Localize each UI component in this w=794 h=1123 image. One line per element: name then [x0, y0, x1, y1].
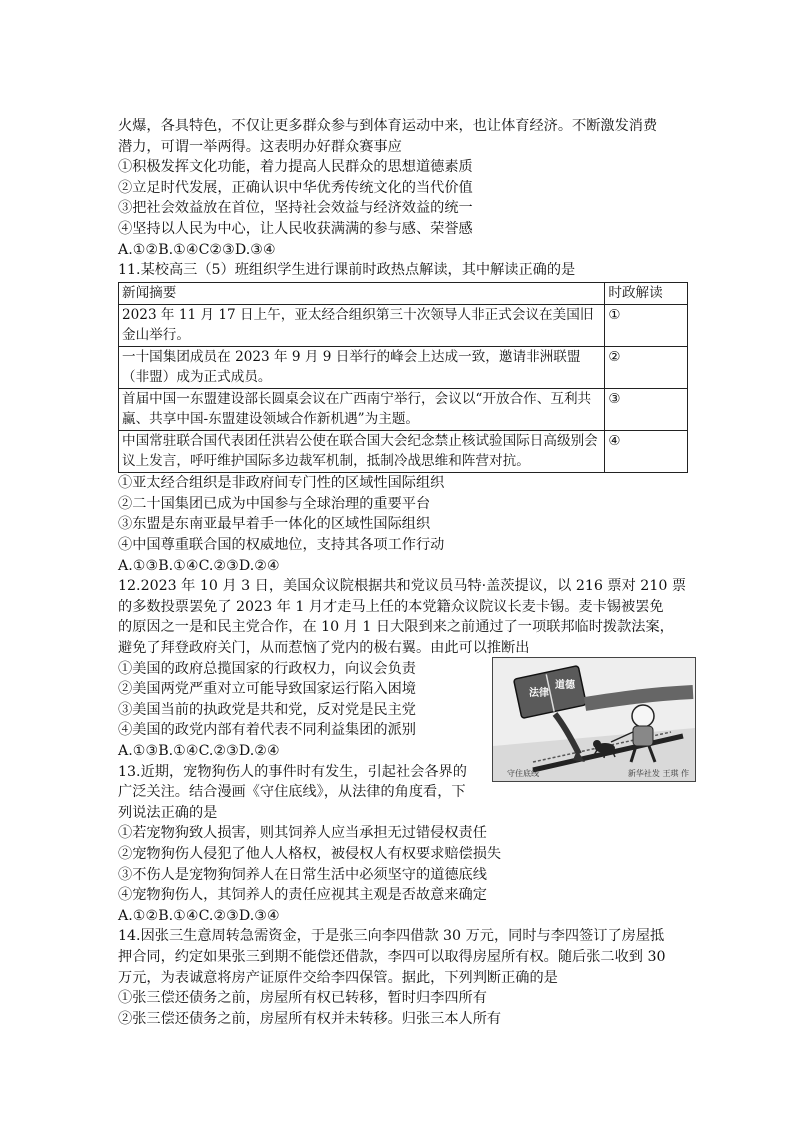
news-cell: 中国常驻联合国代表团任洪岩公使在联合国大会纪念禁止核试验国际日高级别会议上发言，呼吁维护国际多边裁军机制，抵制冷战思维和阵营对抗。	[119, 431, 605, 473]
question-stem: 13.近期，宠物狗伤人的事件时有发生，引起社会各界的	[118, 763, 467, 780]
news-table	[118, 282, 688, 474]
question-stem: 万元，为表诚意将房产证原件交给李四保管。据此，下列判断正确的是	[118, 969, 558, 986]
option-line: ②美国两党严重对立可能导致国家运行陷入困境	[118, 681, 416, 698]
table-header-row	[119, 282, 688, 305]
option-line: ③把社会效益放在首位，坚持社会效益与经济效益的统一	[118, 200, 473, 217]
question-stem: 避免了拜登政府关门，从而惹恼了党内的极右翼。由此可以推断出	[118, 640, 530, 656]
q11	[118, 260, 688, 576]
option-line: ②立足时代发展，正确认识中华优秀传统文化的当代价值	[118, 179, 473, 196]
book-label-morality: 道德	[555, 680, 575, 691]
news-cell: 2023 年 11 月 17 日上午，亚太经合组织第三十次领导人非正式会议在美国旧金山举行。	[119, 305, 605, 347]
question-stem: 11.某校高三（5）班组织学生进行课前时政热点解读，其中解读正确的是	[118, 262, 576, 279]
option-line: ①若宠物狗致人损害，则其饲养人应当承担无过错侵权责任	[118, 825, 487, 842]
option-line: ④中国尊重联合国的权威地位，支持其各项工作行动	[118, 537, 445, 554]
cartoon-title: 守住底线	[507, 769, 539, 778]
question-stem: 的多数投票罢免了 2023 年 1 月才走马上任的本党籍众议院议长麦卡锡。麦卡锡被罢免	[118, 598, 664, 615]
question-stem: 12.2023 年 10 月 3 日，美国众议院根据共和党议员马特·盖茨提议，以 216 票对 210 票	[118, 578, 687, 595]
question-stem: 的原因之一是和民主党合作，在 10 月 1 日大限到来之前通过了一项联邦临时拨款法案，	[118, 619, 674, 636]
mark-cell: ③	[605, 389, 688, 431]
cartoon-credit: 新华社发 王琪 作	[627, 769, 689, 778]
option-line: ②二十国集团已成为中国参与全球治理的重要平台	[118, 495, 431, 512]
option-line: ③不伤人是宠物狗饲养人在日常生活中必须坚守的道德底线	[118, 866, 487, 883]
option-line: ③东盟是东南亚最早着手一体化的区域性国际组织	[118, 516, 431, 533]
question-stem: 押合同，约定如果张三到期不能偿还借款，李四可以取得房屋所有权。随后张二收到 30	[118, 948, 666, 965]
book-label-law: 法律	[529, 688, 549, 699]
cartoon-drawing	[493, 658, 695, 781]
mark-cell: ①	[605, 305, 688, 347]
option-line: ④宠物狗伤人，其饲养人的责任应视其主观是否故意来确定	[118, 887, 487, 904]
news-cell: 首届中国一东盟建设部长圆桌会议在广西南宁举行，会议以“开放合作、互利共赢、共享中国-东盟建设领域合作新机遇”为主题。	[119, 389, 605, 431]
question-stem: 14.因张三生意周转急需资金，于是张三向李四借款 30 万元，同时与李四签订了房屋抵	[118, 928, 665, 945]
text-line: 火爆，各具特色，不仅让更多群众参与到体育运动中来，也让体育经济。不断激发消费	[118, 118, 658, 134]
option-line: ②张三偿还债务之前，房屋所有权并未转移。归张三本人所有	[118, 1010, 502, 1027]
question-stem: 广泛关注。结合漫画《守住底线》，从法律的角度看，下	[118, 784, 466, 801]
q13	[118, 762, 688, 927]
column-header-news: 新闻摘要	[119, 282, 605, 305]
option-line: ④美国的政党内部有着代表不同利益集团的派别	[118, 722, 416, 739]
news-cell: 一十国集团成员在 2023 年 9 月 9 日举行的峰会上达成一致，邀请非洲联盟（非盟）成为正式成员。	[119, 347, 605, 389]
mark-cell: ④	[605, 431, 688, 473]
option-line: ①美国的政府总揽国家的行政权力，向议会负责	[118, 660, 416, 677]
q10-continuation	[118, 116, 688, 260]
q14	[118, 926, 688, 1029]
mark-cell: ②	[605, 347, 688, 389]
document-page	[118, 116, 688, 1029]
option-line: ①张三偿还债务之前，房屋所有权已转移，暂时归李四所有	[118, 990, 487, 1007]
table-row	[119, 347, 688, 389]
text-line: 潜力，可谓一举两得。这表明办好群众赛事应	[118, 138, 402, 155]
option-line: ①亚太经合组织是非政府间专门性的区域性国际组织	[118, 475, 445, 492]
option-line: ①积极发挥文化功能，着力提高人民群众的思想道德素质	[118, 159, 473, 176]
option-line: ④坚持以人民为中心，让人民收获满满的参与感、荣誉感	[118, 220, 473, 237]
column-header-interpretation: 时政解读	[605, 282, 688, 305]
table-row	[119, 431, 688, 473]
table-row	[119, 389, 688, 431]
answer-choices: A.①③B.①④C.②③D.②④	[118, 557, 280, 574]
answer-choices: A.①②B.①④C②③D.③④	[118, 241, 276, 258]
question-stem: 列说法正确的是	[118, 804, 218, 821]
cartoon-illustration	[492, 657, 696, 782]
table-row	[119, 305, 688, 347]
option-line: ②宠物狗伤人侵犯了他人人格权，被侵权人有权要求赔偿损失	[118, 845, 502, 862]
answer-choices: A.①②B.①④C.②③D.③④	[118, 907, 280, 924]
answer-choices: A.①③B.①④C.②③D.②④	[118, 742, 280, 759]
option-line: ③美国当前的执政党是共和党，反对党是民主党	[118, 701, 416, 718]
